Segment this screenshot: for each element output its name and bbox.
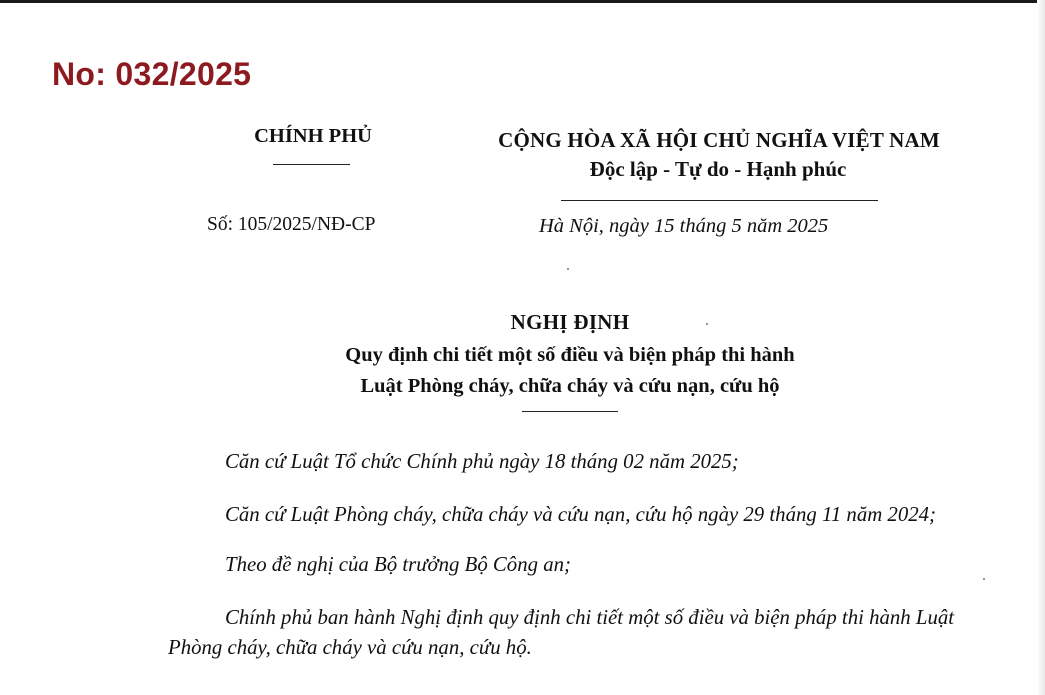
issuer-name: CHÍNH PHỦ: [254, 125, 372, 147]
national-title: CỘNG HÒA XÃ HỘI CHỦ NGHĨA VIỆT NAM: [498, 128, 940, 152]
preamble-paragraph: Theo đề nghị của Bộ trưởng Bộ Công an;: [225, 553, 571, 576]
scan-speck: [706, 323, 708, 325]
subject-underline: [522, 411, 618, 412]
stamp-number: No: 032/2025: [52, 56, 252, 92]
issuer-underline: [273, 164, 350, 165]
decree-subject-line: Quy định chi tiết một số điều và biện pháp thi hành: [345, 344, 795, 366]
decree-subject-line: Luật Phòng cháy, chữa cháy và cứu nạn, cứu hộ: [360, 375, 780, 397]
preamble-paragraph: Căn cứ Luật Tổ chức Chính phủ ngày 18 tháng 02 năm 2025;: [225, 450, 739, 473]
scan-top-border: [0, 0, 1045, 3]
decree-subject: [345, 340, 794, 402]
scan-right-edge-shadow: [1037, 0, 1045, 695]
document-number: Số: 105/2025/NĐ-CP: [207, 214, 376, 235]
preamble: [168, 447, 968, 686]
place-and-date: Hà Nội, ngày 15 tháng 5 năm 2025: [539, 215, 829, 237]
decree-type-title: NGHỊ ĐỊNH: [510, 310, 630, 334]
national-motto: Độc lập - Tự do - Hạnh phúc: [589, 157, 847, 181]
preamble-paragraph: Chính phủ ban hành Nghị định quy định chi tiết một số điều và biện pháp thi hành Luật Phòng cháy, chữa cháy và cứu nạn, cứu hộ.: [168, 606, 955, 659]
scan-speck: [983, 578, 985, 580]
preamble-paragraph: Căn cứ Luật Phòng cháy, chữa cháy và cứu nạn, cứu hộ ngày 29 tháng 11 năm 2024;: [225, 503, 936, 526]
scan-speck: [567, 268, 569, 270]
motto-underline: [561, 200, 878, 201]
